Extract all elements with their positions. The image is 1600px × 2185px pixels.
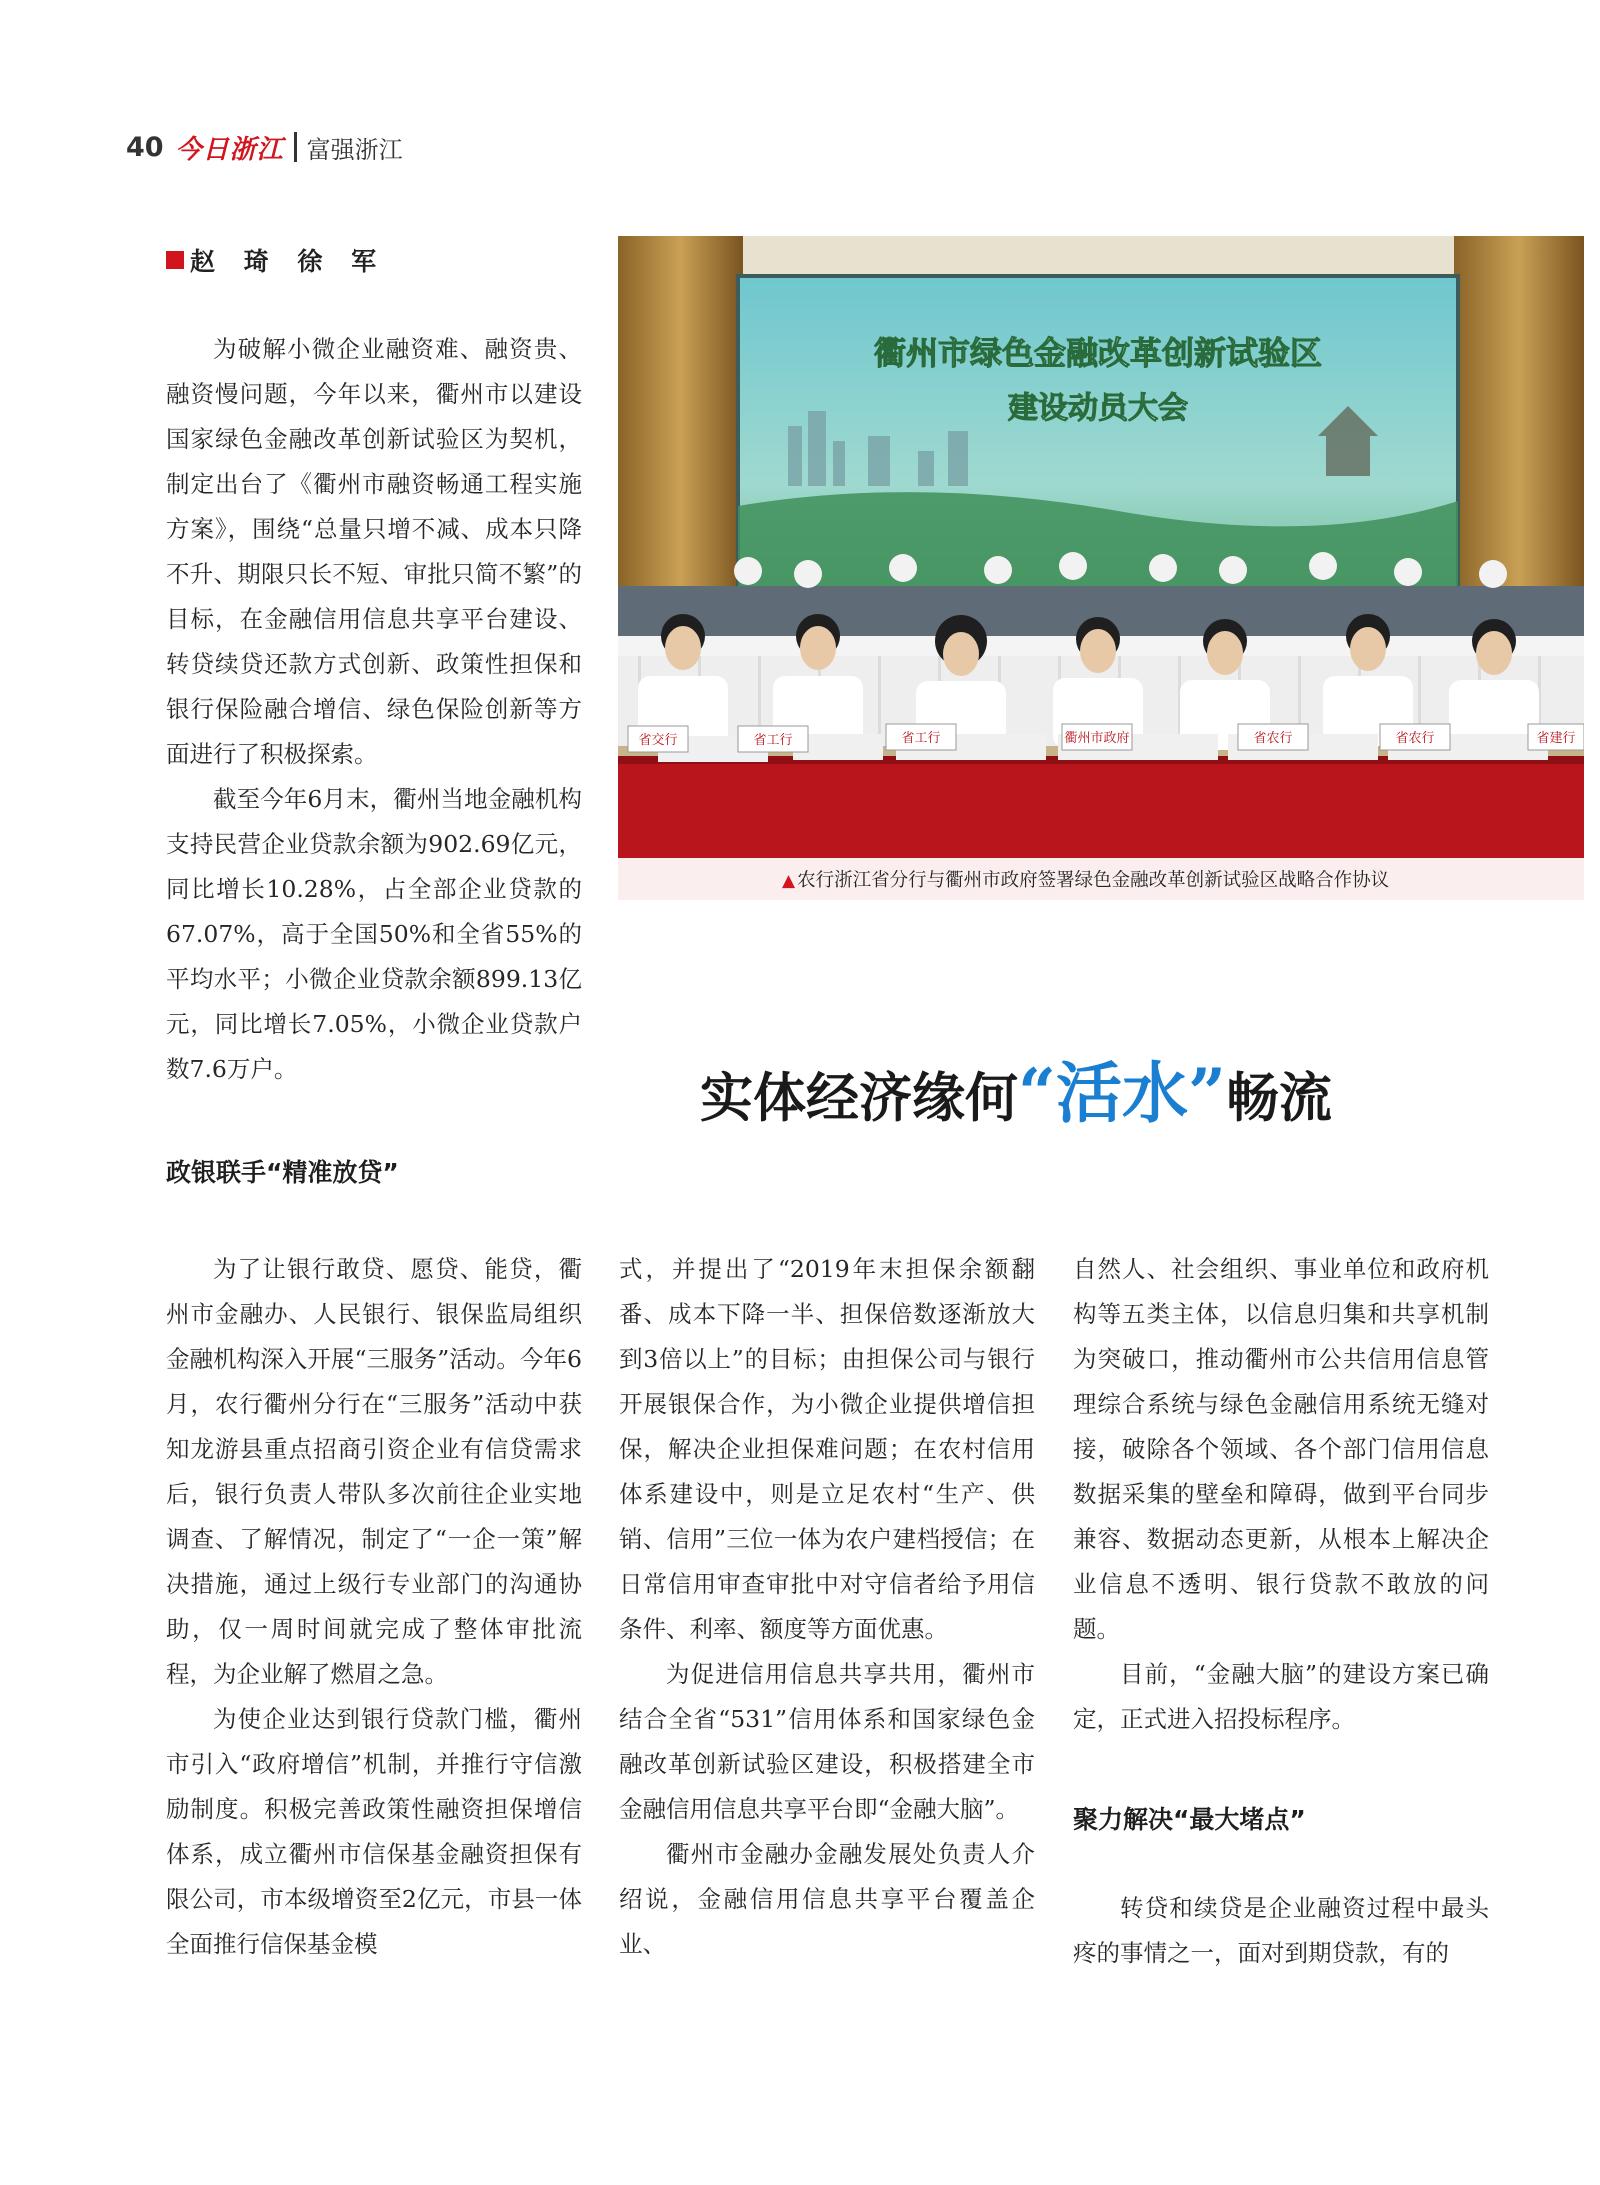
signing-ceremony-photo <box>618 236 1584 900</box>
headline-part2: 畅流 <box>1225 1067 1332 1129</box>
page-header <box>126 124 403 170</box>
col2-paragraph-1: 式，并提出了“2019年末担保余额翻番、成本下降一半、担保倍数逐渐放大到3倍以上”的目标；由担保公司与银行开展银保合作，为小微企业提供增信担保，解决企业担保难问题；在农村信用体系建设中，则是立足农村“生产、供销、信用”三位一体为农户建档授信；在日常信用审查审批中对守信者给予用信条件、利率、额度等方面优惠。 <box>619 1255 1035 1643</box>
col3-paragraph-3: 转贷和续贷是企业融资过程中最头疼的事情之一，面对到期贷款，有的 <box>1073 1894 1489 1967</box>
intro-paragraph-1: 为破解小微企业融资难、融资贵、融资慢问题，今年以来，衢州市以建设国家绿色金融改革创新试验区为契机，制定出台了《衢州市融资畅通工程实施方案》，围绕“总量只增不减、成本只降不升、期限只长不短、审批只简不繁”的目标，在金融信用信息共享平台建设、转贷续贷还款方式创新、政策性担保和银行保险融合增信、绿色保险创新等方面进行了积极探索。 <box>166 335 582 768</box>
col1-paragraph-1: 为了让银行敢贷、愿贷、能贷，衢州市金融办、人民银行、银保监局组织金融机构深入开展“三服务”活动。今年6月，农行衢州分行在“三服务”活动中获知龙游县重点招商引资企业有信贷需求后，银行负责人带队多次前往企业实地调查、了解情况，制定了“一企一策”解决措施，通过上级行专业部门的沟通协助，仅一周时间就完成了整体审批流程，为企业解了燃眉之急。 <box>166 1255 582 1688</box>
nameplate-6: 省农行 <box>1395 731 1435 746</box>
col1-paragraph-2: 为使企业达到银行贷款门槛，衢州市引入“政府增信”机制，并推行守信激励制度。积极完善政策性融资担保增信体系，成立衢州市信保基金融资担保有限公司，市本级增资至2亿元，市县一体全面推行信保基金模 <box>166 1705 582 1958</box>
screen-title-line2: 建设动员大会 <box>1008 391 1188 426</box>
caption-triangle-icon: ▲ <box>782 871 796 891</box>
headline-part1: 实体经济缘何 <box>700 1067 1018 1129</box>
headline-accent: “活水” <box>1018 1054 1226 1132</box>
photo-caption <box>782 866 1389 892</box>
body-column-3-continued <box>1073 1886 1489 1976</box>
col3-paragraph-2: 目前，“金融大脑”的建设方案已确定，正式进入招投标程序。 <box>1073 1660 1489 1733</box>
nameplate-5: 省农行 <box>1253 731 1293 746</box>
photo-caption-text: 农行浙江省分行与衢州市政府签署绿色金融改革创新试验区战略合作协议 <box>797 870 1390 891</box>
magazine-logo: 今日浙江 <box>175 134 284 165</box>
body-column-3 <box>1073 1247 1489 1742</box>
col2-paragraph-2: 为促进信用信息共享共用，衢州市结合全省“531”信用体系和国家绿色金融改革创新试验区建设，积极搭建全市金融信用信息共享平台即“金融大脑”。 <box>619 1660 1035 1823</box>
page-number: 40 <box>126 131 164 163</box>
byline <box>166 242 386 278</box>
nameplate-7: 省建行 <box>1536 731 1576 746</box>
nameplate-2: 省工行 <box>753 733 793 748</box>
article-photo <box>618 236 1584 900</box>
body-column-2 <box>619 1247 1035 1967</box>
body-column-1 <box>166 1247 582 1967</box>
intro-column <box>166 327 582 1092</box>
col2-paragraph-3: 衢州市金融办金融发展处负责人介绍说，金融信用信息共享平台覆盖企业、 <box>619 1840 1035 1958</box>
section-heading-2: 聚力解决“最大堵点” <box>1073 1805 1306 1834</box>
byline-authors: 赵 琦 徐 军 <box>190 247 387 276</box>
screen-title-line1: 衢州市绿色金融改革创新试验区 <box>873 334 1323 372</box>
header-divider <box>294 132 297 162</box>
section-name: 富强浙江 <box>306 135 403 164</box>
col3-paragraph-1: 自然人、社会组织、事业单位和政府机构等五类主体，以信息归集和共享机制为突破口，推动衢州市公共信用信息管理综合系统与绿色金融信用系统无缝对接，破除各个领域、各个部门信用信息数据采集的壁垒和障碍，做到平台同步兼容、数据动态更新，从根本上解决企业信息不透明、银行贷款不敢放的问题。 <box>1073 1255 1489 1643</box>
intro-paragraph-2: 截至今年6月末，衢州当地金融机构支持民营企业贷款余额为902.69亿元，同比增长10.28%，占全部企业贷款的67.07%，高于全国50%和全省55%的平均水平；小微企业贷款余额899.13亿元，同比增长7.05%，小微企业贷款户数7.6万户。 <box>166 785 582 1083</box>
nameplate-1: 省交行 <box>638 733 678 748</box>
article-headline <box>700 1040 1332 1135</box>
byline-marker-icon <box>166 251 184 269</box>
nameplate-3: 省工行 <box>901 731 941 746</box>
nameplate-4: 衢州市政府 <box>1064 731 1130 746</box>
section-heading-1: 政银联手“精准放贷” <box>166 1158 399 1187</box>
